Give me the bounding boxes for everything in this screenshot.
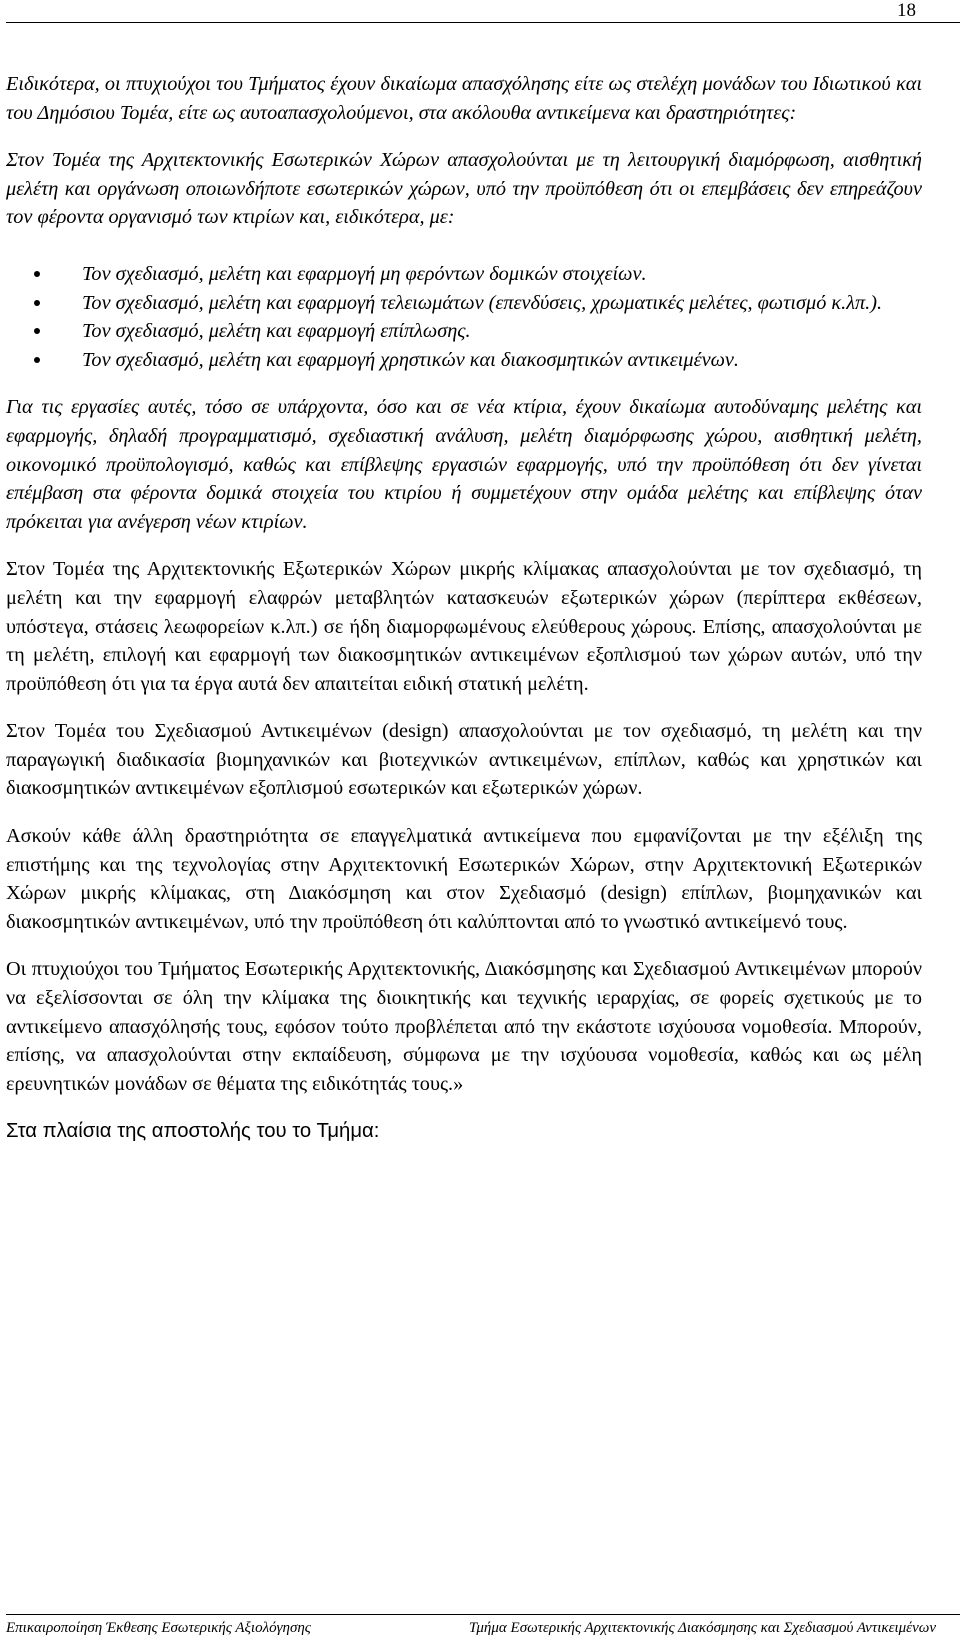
- list-item: Τον σχεδιασμό, μελέτη και εφαρμογή χρηστικών και διακοσμητικών αντικειμένων.: [6, 346, 922, 375]
- footer-divider: [6, 1614, 960, 1615]
- works-paragraph: Για τις εργασίες αυτές, τόσο σε υπάρχοντα, όσο και σε νέα κτίρια, έχουν δικαίωμα αυτοδύναμης μελέτης και εφαρμογής, δηλαδή προγραμματισμό, σχεδιαστική ανάλυση, μελέτη διαμόρφωσης χώρου, αισθητική μελέτη, οικονομικό προϋπολογισμό, καθώς και επίβλεψης εργασιών εφαρμογής, υπό την προϋπόθεση ότι δεν γίνεται επέμβαση στα φέροντα δομικά στοιχεία του κτιρίου ή συμμετέχουν στην ομάδα μελέτης και επίβλεψης όταν πρόκειται για ανέγερση νέων κτιρίων.: [6, 396, 922, 533]
- object-design-paragraph: Στον Τομέα του Σχεδιασμού Αντικειμένων (design) απασχολούνται με τον σχεδιασμό, τη μελέτη και την παραγωγική διαδικασία βιομηχανικών και βιοτεχνικών αντικειμένων, επίπλων, καθώς και χρηστικών και διακοσμητικών αντικειμένων εξοπλισμού εσωτερικών και εξωτερικών χώρων.: [6, 720, 922, 800]
- interior-architecture-paragraph: Στον Τομέα της Αρχιτεκτονικής Εσωτερικών Χώρων απασχολούνται με τη λειτουργική διαμόρφωση, αισθητική μελέτη και οργάνωση οποιωνδήποτε εσωτερικών χώρων, υπό την προϋπόθεση ότι οι επεμβάσεις δεν επηρεάζουν τον φέροντα οργανισμό των κτιρίων και, ειδικότερα, με:: [6, 149, 922, 229]
- footer-left-text: Επικαιροποίηση Έκθεσης Εσωτερικής Αξιολόγησης: [6, 1620, 311, 1636]
- document-body: [6, 70, 922, 1146]
- graduates-paragraph: Οι πτυχιούχοι του Τμήματος Εσωτερικής Αρχιτεκτονικής, Διακόσμησης και Σχεδιασμού Αντικειμένων μπορούν να εξελίσσονται σε όλη την κλίμακα της διοικητικής και τεχνικής ιεραρχίας, σε φορείς σχετικούς με το αντικείμενο απασχόλησής τους, εφόσον τούτο προβλέπεται από την εκάστοτε ισχύουσα νομοθεσία. Μπορούν, επίσης, να απασχολούνται στην εκπαίδευση, σύμφωνα με την ισχύουσα νομοθεσία, καθώς και ως μέλη ερευνητικών μονάδων σε θέματα της ειδικότητάς τους.»: [6, 958, 922, 1095]
- footer-right-text: Τμήμα Εσωτερικής Αρχιτεκτονικής Διακόσμησης και Σχεδιασμού Αντικειμένων: [468, 1620, 936, 1636]
- mission-heading: Στα πλαίσια της αποστολής του το Τμήμα:: [6, 1120, 380, 1143]
- exterior-architecture-paragraph: Στον Τομέα της Αρχιτεκτονικής Εξωτερικών Χώρων μικρής κλίμακας απασχολούνται με τον σχεδιασμό, τη μελέτη και την εφαρμογή ελαφρών μεταβλητών κατασκευών εξωτερικών χώρων (περίπτερα εκθέσεων, υπόστεγα, στάσεις λεωφορείων κ.λπ.) σε ήδη διαμορφωμένους ελεύθερους χώρους. Επίσης, απασχολούνται με τη μελέτη, επιλογή και εφαρμογή των διακοσμητικών αντικειμένων εξοπλισμού των χώρων αυτών, υπό την προϋπόθεση ότι για τα έργα αυτά δεν απαιτείται ειδική στατική μελέτη.: [6, 558, 922, 695]
- other-activities-paragraph: Ασκούν κάθε άλλη δραστηριότητα σε επαγγελματικά αντικείμενα που εμφανίζονται με την εξέλιξη της επιστήμης και της τεχνολογίας στην Αρχιτεκτονική Εσωτερικών Χώρων, στην Αρχιτεκτονική Εξωτερικών Χώρων μικρής κλίμακας, στη Διακόσμηση και στον Σχεδιασμό (design) επίπλων, βιομηχανικών και διακοσμητικών αντικειμένων, υπό την προϋπόθεση ότι καλύπτονται από το γνωστικό αντικείμενό τους.: [6, 825, 922, 933]
- page-footer: [6, 1618, 936, 1638]
- header-divider: [6, 22, 960, 23]
- activities-list: [6, 260, 922, 374]
- intro-paragraph: Ειδικότερα, οι πτυχιούχοι του Τμήματος έχουν δικαίωμα απασχόλησης είτε ως στελέχη μονάδων του Ιδιωτικού και του Δημόσιου Τομέα, είτε ως αυτοαπασχολούμενοι, στα ακόλουθα αντικείμενα και δραστηριότητες:: [6, 73, 922, 124]
- page-number: 18: [897, 0, 916, 21]
- list-item: Τον σχεδιασμό, μελέτη και εφαρμογή επίπλωσης.: [6, 317, 922, 346]
- list-item: Τον σχεδιασμό, μελέτη και εφαρμογή μη φερόντων δομικών στοιχείων.: [6, 260, 922, 289]
- list-item: Τον σχεδιασμό, μελέτη και εφαρμογή τελειωμάτων (επενδύσεις, χρωματικές μελέτες, φωτισμό κ.λπ.).: [6, 289, 922, 318]
